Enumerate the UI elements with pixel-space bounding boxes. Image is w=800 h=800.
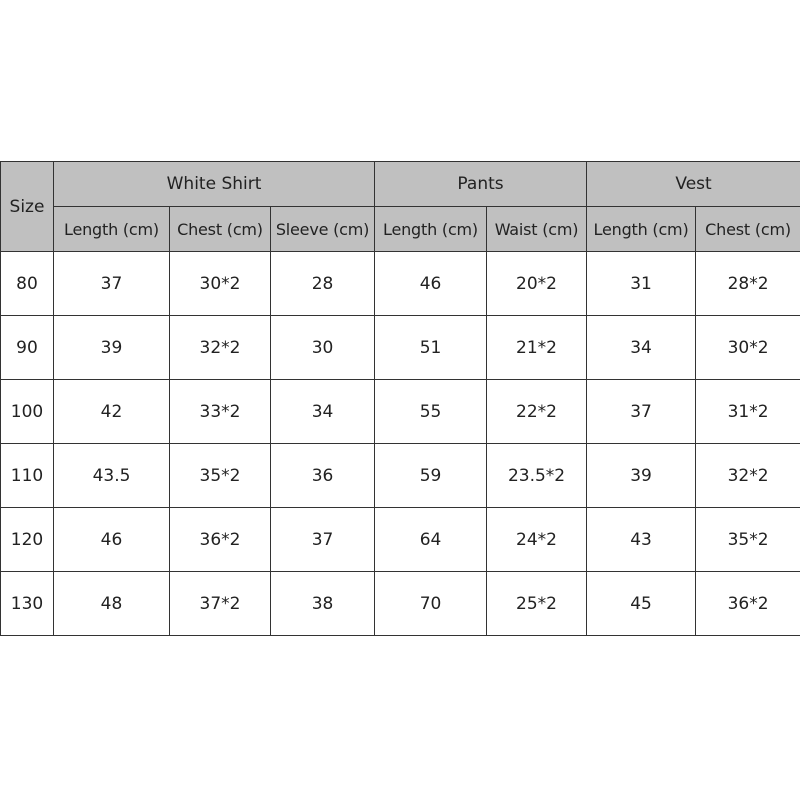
table-cell: 46 bbox=[54, 508, 170, 572]
table-cell: 31 bbox=[587, 252, 696, 316]
table-cell: 22*2 bbox=[487, 380, 587, 444]
table-cell: 43 bbox=[587, 508, 696, 572]
table-cell: 35*2 bbox=[696, 508, 800, 572]
table-cell: 32*2 bbox=[696, 444, 800, 508]
table-cell: 37*2 bbox=[170, 572, 271, 636]
table-cell: 30 bbox=[271, 316, 375, 380]
table-cell: 34 bbox=[271, 380, 375, 444]
size-header: Size bbox=[1, 162, 54, 252]
header-row-columns bbox=[1, 207, 800, 252]
table-cell: 55 bbox=[375, 380, 487, 444]
table-cell: 45 bbox=[587, 572, 696, 636]
table-body bbox=[1, 252, 800, 636]
table-cell: 42 bbox=[54, 380, 170, 444]
table-cell: 46 bbox=[375, 252, 487, 316]
table-cell: 20*2 bbox=[487, 252, 587, 316]
size-cell: 80 bbox=[1, 252, 54, 316]
column-header-vest-chest: Chest (cm) bbox=[696, 207, 800, 252]
table-cell: 37 bbox=[587, 380, 696, 444]
column-header-shirt-length: Length (cm) bbox=[54, 207, 170, 252]
table-cell: 39 bbox=[587, 444, 696, 508]
table-cell: 48 bbox=[54, 572, 170, 636]
table-header bbox=[1, 162, 800, 252]
table-cell: 28*2 bbox=[696, 252, 800, 316]
table-cell: 36 bbox=[271, 444, 375, 508]
size-cell: 90 bbox=[1, 316, 54, 380]
column-header-pants-length: Length (cm) bbox=[375, 207, 487, 252]
table-cell: 35*2 bbox=[170, 444, 271, 508]
table-cell: 23.5*2 bbox=[487, 444, 587, 508]
table-cell: 25*2 bbox=[487, 572, 587, 636]
column-header-pants-waist: Waist (cm) bbox=[487, 207, 587, 252]
column-header-shirt-sleeve: Sleeve (cm) bbox=[271, 207, 375, 252]
table-cell: 70 bbox=[375, 572, 487, 636]
size-cell: 110 bbox=[1, 444, 54, 508]
size-cell: 120 bbox=[1, 508, 54, 572]
table-cell: 36*2 bbox=[170, 508, 271, 572]
group-header-vest: Vest bbox=[587, 162, 800, 207]
table-cell: 28 bbox=[271, 252, 375, 316]
table-cell: 38 bbox=[271, 572, 375, 636]
size-cell: 100 bbox=[1, 380, 54, 444]
table-cell: 59 bbox=[375, 444, 487, 508]
table-cell: 24*2 bbox=[487, 508, 587, 572]
table-cell: 34 bbox=[587, 316, 696, 380]
table-row bbox=[1, 444, 800, 508]
table-cell: 51 bbox=[375, 316, 487, 380]
table-row bbox=[1, 380, 800, 444]
column-header-shirt-chest: Chest (cm) bbox=[170, 207, 271, 252]
size-chart-table bbox=[0, 161, 800, 636]
table-cell: 37 bbox=[54, 252, 170, 316]
group-header-white-shirt: White Shirt bbox=[54, 162, 375, 207]
column-header-vest-length: Length (cm) bbox=[587, 207, 696, 252]
group-header-pants: Pants bbox=[375, 162, 587, 207]
table-cell: 30*2 bbox=[696, 316, 800, 380]
table-cell: 32*2 bbox=[170, 316, 271, 380]
table-cell: 31*2 bbox=[696, 380, 800, 444]
table-row bbox=[1, 508, 800, 572]
table-cell: 21*2 bbox=[487, 316, 587, 380]
table-row bbox=[1, 252, 800, 316]
table-cell: 43.5 bbox=[54, 444, 170, 508]
table-row bbox=[1, 316, 800, 380]
size-cell: 130 bbox=[1, 572, 54, 636]
table-cell: 64 bbox=[375, 508, 487, 572]
header-row-groups bbox=[1, 162, 800, 207]
table-cell: 30*2 bbox=[170, 252, 271, 316]
table-row bbox=[1, 572, 800, 636]
table-cell: 37 bbox=[271, 508, 375, 572]
table-cell: 33*2 bbox=[170, 380, 271, 444]
table-cell: 36*2 bbox=[696, 572, 800, 636]
table-cell: 39 bbox=[54, 316, 170, 380]
